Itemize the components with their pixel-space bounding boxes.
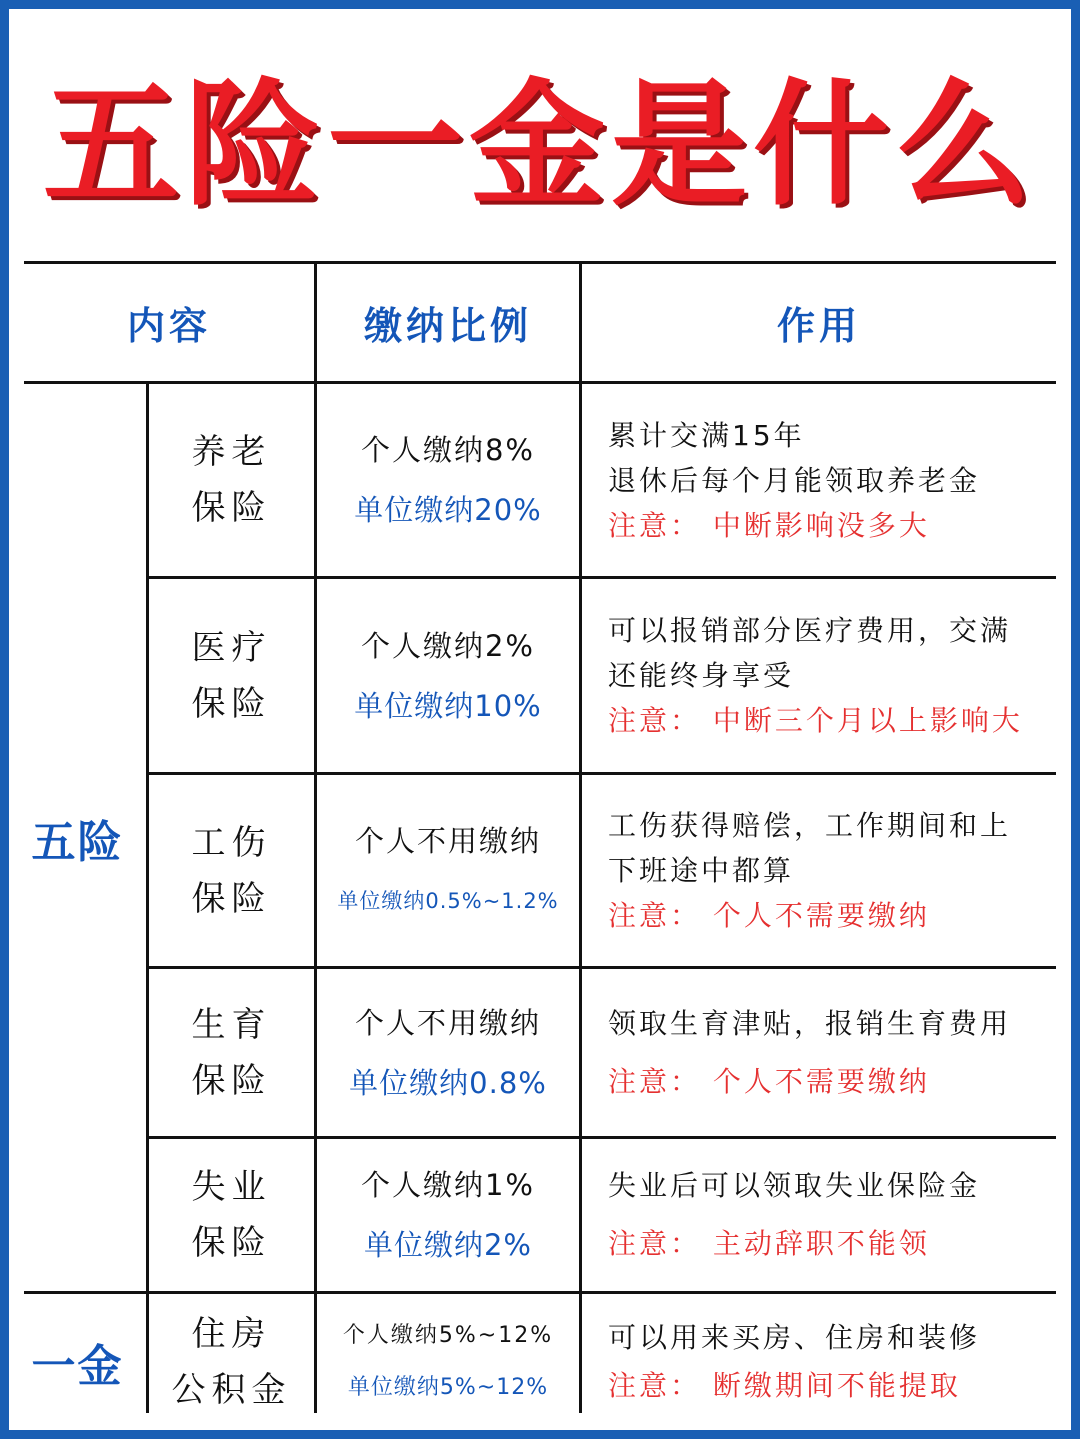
effect-line: 退休后每个月能领取养老金 <box>608 463 981 497</box>
row-maternity-ratio <box>317 969 579 1136</box>
row-housing-fund-effect <box>582 1294 1056 1430</box>
row-housing-fund-ratio <box>317 1294 579 1430</box>
insurance-name-line2: 保险 <box>191 683 272 724</box>
header-content-label: 内容 <box>126 304 211 348</box>
row-housing-fund-name <box>149 1294 314 1430</box>
insurance-name-line2: 保险 <box>191 1223 272 1263</box>
insurance-name-line1: 住房 <box>191 1314 272 1354</box>
group-five-insurances <box>9 384 146 1291</box>
effect-line: 失业后可以领取失业保险金 <box>608 1169 981 1202</box>
insurance-name-line2: 保险 <box>191 488 272 528</box>
row-pension-effect <box>582 384 1056 576</box>
insurance-name-line2: 公积金 <box>171 1370 292 1410</box>
employer-contribution: 单位缴纳10% <box>354 688 542 723</box>
employer-contribution: 单位缴纳2% <box>363 1228 532 1262</box>
header-effect <box>582 264 1056 381</box>
employer-contribution: 单位缴纳0.8% <box>349 1065 547 1100</box>
row-unemployment-ratio <box>317 1139 579 1291</box>
row-injury-effect <box>582 775 1056 966</box>
header-ratio-label: 缴纳比例 <box>363 304 532 348</box>
personal-contribution: 个人不用缴纳 <box>354 1005 541 1040</box>
row-medical-ratio <box>317 579 579 772</box>
row-injury-name <box>149 775 314 966</box>
row-unemployment-name <box>149 1139 314 1291</box>
insurance-name-line2: 保险 <box>191 1060 272 1101</box>
insurance-name-line1: 工伤 <box>191 822 272 863</box>
row-medical-effect <box>582 579 1056 772</box>
personal-contribution: 个人缴纳5%~12% <box>342 1323 554 1348</box>
insurance-name-line1: 失业 <box>191 1167 272 1207</box>
effect-note: 注意： 中断影响没多大 <box>608 508 930 542</box>
insurance-name-line1: 医疗 <box>191 627 272 668</box>
row-maternity-effect <box>582 969 1056 1136</box>
employer-contribution: 单位缴纳20% <box>354 493 542 527</box>
effect-line: 下班途中都算 <box>608 854 795 887</box>
effect-line: 领取生育津贴，报销生育费用 <box>608 1006 1012 1040</box>
effect-note: 注意： 主动辞职不能领 <box>608 1227 930 1260</box>
insurance-name-line1: 生育 <box>191 1004 272 1045</box>
header-effect-label: 作用 <box>776 304 861 348</box>
insurance-name-line2: 保险 <box>191 878 272 919</box>
personal-contribution: 个人缴纳1% <box>360 1168 535 1202</box>
effect-line: 工伤获得赔偿，工作期间和上 <box>608 809 1012 842</box>
effect-line: 累计交满15年 <box>608 418 805 452</box>
effect-note: 注意： 断缴期间不能提取 <box>608 1369 961 1402</box>
row-injury-ratio <box>317 775 579 966</box>
personal-contribution: 个人不用缴纳 <box>354 823 541 858</box>
effect-note: 注意： 中断三个月以上影响大 <box>608 704 1023 737</box>
employer-contribution: 单位缴纳5%~12% <box>347 1375 549 1400</box>
row-medical-name <box>149 579 314 772</box>
effect-line: 可以用来买房、住房和装修 <box>608 1321 981 1354</box>
header-content <box>24 264 314 381</box>
effect-line: 可以报销部分医疗费用，交满 <box>608 614 1012 647</box>
row-maternity-name <box>149 969 314 1136</box>
effect-line: 还能终身享受 <box>608 659 795 692</box>
group-five-label: 五险 <box>31 816 124 868</box>
personal-contribution: 个人缴纳8% <box>360 433 535 467</box>
personal-contribution: 个人缴纳2% <box>360 628 535 663</box>
effect-note: 注意： 个人不需要缴纳 <box>608 899 930 932</box>
row-pension-name <box>149 384 314 576</box>
group-one-label: 一金 <box>31 1341 124 1392</box>
effect-note: 注意： 个人不需要缴纳 <box>608 1064 930 1098</box>
group-housing-fund <box>9 1294 146 1430</box>
employer-contribution: 单位缴纳0.5%~1.2% <box>337 888 559 913</box>
insurance-name-line1: 养老 <box>191 432 272 472</box>
row-unemployment-effect <box>582 1139 1056 1291</box>
page-title: 五险一金是什么 <box>43 67 1037 225</box>
row-pension-ratio <box>317 384 579 576</box>
header-ratio <box>317 264 579 381</box>
